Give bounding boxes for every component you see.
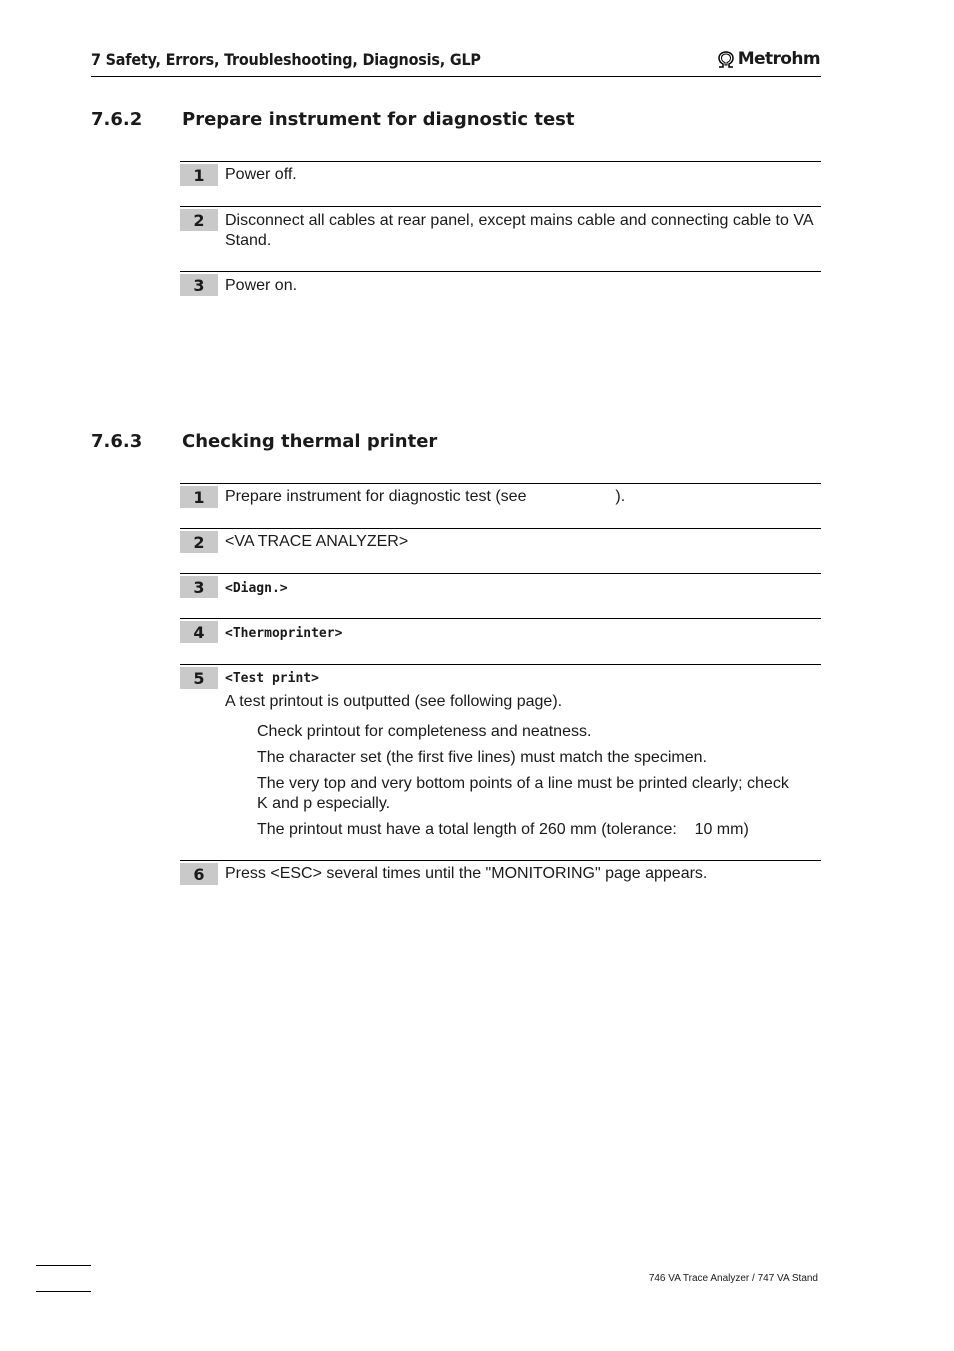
step-divider bbox=[180, 618, 821, 619]
step-number-badge: 1 bbox=[180, 486, 218, 508]
step-divider bbox=[180, 271, 821, 272]
step-number-badge: 4 bbox=[180, 621, 218, 643]
step-text: Disconnect all cables at rear panel, except mains cable and connecting cable to VA Stand. bbox=[225, 212, 813, 249]
step-divider bbox=[180, 664, 821, 665]
step-number-badge: 2 bbox=[180, 531, 218, 553]
section-title: Checking thermal printer bbox=[182, 431, 438, 452]
step-divider bbox=[180, 528, 821, 529]
step-text: <VA TRACE ANALYZER> bbox=[225, 533, 409, 550]
step-number-badge: 3 bbox=[180, 576, 218, 598]
metrohm-logo bbox=[716, 49, 820, 69]
step-key-text: <Thermoprinter> bbox=[225, 626, 343, 641]
section-number: 7.6.2 bbox=[91, 109, 143, 130]
step-number-badge: 3 bbox=[180, 274, 218, 296]
section-number: 7.6.3 bbox=[91, 431, 143, 452]
section-title: Prepare instrument for diagnostic test bbox=[182, 109, 575, 130]
step-key-text: <Test print> bbox=[225, 671, 319, 686]
section-heading-762 bbox=[91, 109, 574, 130]
step-text: Press <ESC> several times until the "MONITORING" page appears. bbox=[225, 865, 708, 882]
step-number-badge: 5 bbox=[180, 667, 218, 689]
step-number-badge: 1 bbox=[180, 164, 218, 186]
step-divider bbox=[180, 206, 821, 207]
step-note: A test printout is outputted (see following page). bbox=[225, 693, 563, 710]
footer-product: 746 VA Trace Analyzer / 747 VA Stand bbox=[648, 1273, 818, 1284]
check-item: The printout must have a total length of 260 mm (tolerance: 10 mm) bbox=[257, 821, 749, 838]
chapter-title: 7 Safety, Errors, Troubleshooting, Diagnosis, GLP bbox=[91, 50, 481, 69]
step-divider bbox=[180, 860, 821, 861]
step-divider bbox=[180, 573, 821, 574]
footer-rule bbox=[36, 1265, 91, 1266]
check-item: The very top and very bottom points of a line must be printed clearly; check K and p especially. bbox=[257, 775, 789, 812]
step-text: Power off. bbox=[225, 166, 297, 183]
step-divider bbox=[180, 483, 821, 484]
step-key-text: <Diagn.> bbox=[225, 581, 288, 596]
omega-icon bbox=[716, 51, 736, 68]
section-heading-763 bbox=[91, 431, 437, 452]
check-item: The character set (the first five lines) must match the specimen. bbox=[257, 749, 707, 766]
check-item: Check printout for completeness and neatness. bbox=[257, 723, 592, 740]
step-divider bbox=[180, 161, 821, 162]
header-rule bbox=[91, 76, 821, 77]
step-text: Power on. bbox=[225, 277, 298, 294]
step-text: Prepare instrument for diagnostic test (see ). bbox=[225, 488, 626, 505]
logo-text: Metrohm bbox=[737, 49, 820, 69]
step-number-badge: 6 bbox=[180, 863, 218, 885]
step-number-badge: 2 bbox=[180, 209, 218, 231]
footer-rule bbox=[36, 1291, 91, 1292]
